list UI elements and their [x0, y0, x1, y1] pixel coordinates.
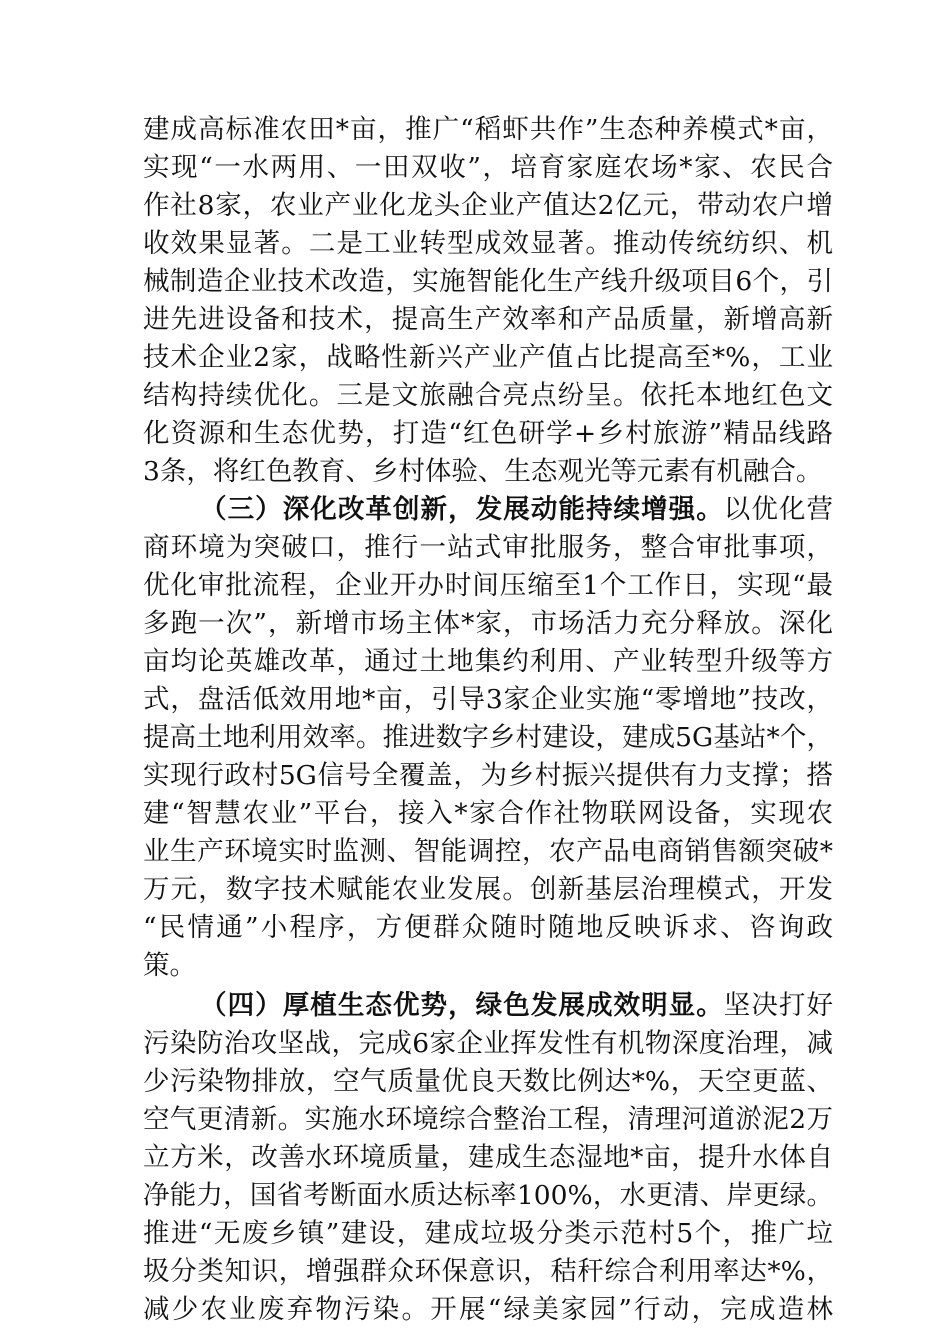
paragraph-line: 械制造企业技术改造，实施智能化生产线升级项目6个，引: [143, 266, 833, 297]
section-heading-line: [200, 986, 833, 1026]
paragraph-line: 亩均论英雄改革，通过土地集约利用、产业转型升级等方: [143, 646, 833, 677]
paragraph-line: 空气更清新。实施水环境综合整治工程，清理河道淤泥2万: [143, 1104, 833, 1135]
paragraph-line: 商环境为突破口，推行一站式审批服务，整合审批事项，: [143, 532, 833, 563]
paragraph-line: 化资源和生态优势，打造“红色研学+乡村旅游”精品线路: [143, 418, 833, 449]
paragraph-line: 污染防治攻坚战，完成6家企业挥发性有机物深度治理，减: [143, 1028, 833, 1059]
paragraph-line: “民情通”小程序，方便群众随时随地反映诉求、咨询政: [143, 912, 833, 943]
paragraph-line: 作社8家，农业产业化龙头企业产值达2亿元，带动农户增: [143, 190, 833, 221]
paragraph-line: 建成高标准农田*亩，推广“稻虾共作”生态种养模式*亩，: [143, 114, 833, 145]
paragraph-line: 业生产环境实时监测、智能调控，农产品电商销售额突破*: [143, 836, 833, 867]
paragraph-line: 立方米，改善水环境质量，建成生态湿地*亩，提升水体自: [143, 1142, 833, 1173]
paragraph-line: 实现“一水两用、一田双收”，培育家庭农场*家、农民合: [143, 152, 833, 183]
paragraph-line: 策。: [143, 950, 196, 981]
paragraph-line: 式，盘活低效用地*亩，引导3家企业实施“零增地”技改，: [143, 684, 833, 715]
paragraph-line: 收效果显著。二是工业转型成效显著。推动传统纺织、机: [143, 228, 833, 259]
paragraph-line: 多跑一次”，新增市场主体*家，市场活力充分释放。深化: [143, 608, 833, 639]
paragraph-line: 优化审批流程，企业开办时间压缩至1个工作日，实现“最: [143, 570, 833, 601]
paragraph-line: 圾分类知识，增强群众环保意识，秸秆综合利用率达*%，: [143, 1256, 833, 1287]
paragraph-line: 提高土地利用效率。推进数字乡村建设，建成5G基站*个，: [143, 722, 833, 753]
paragraph-line: 建“智慧农业”平台，接入*家合作社物联网设备，实现农: [143, 798, 833, 829]
paragraph-line: 减少农业废弃物污染。开展“绿美家园”行动，完成造林: [143, 1294, 833, 1325]
section-heading-line: [200, 490, 833, 530]
section-heading-3: （三）深化改革创新，发展动能持续增强。: [200, 494, 724, 525]
paragraph-line: 进先进设备和技术，提高生产效率和产品质量，新增高新: [143, 304, 833, 335]
paragraph-text: 坚决打好: [723, 990, 834, 1021]
paragraph-line: 推进“无废乡镇”建设，建成垃圾分类示范村5个，推广垃: [143, 1218, 833, 1249]
paragraph-line: 少污染物排放，空气质量优良天数比例达*%，天空更蓝、: [143, 1066, 833, 1097]
paragraph-line: 净能力，国省考断面水质达标率100%，水更清、岸更绿。: [143, 1180, 833, 1211]
paragraph-text: 以优化营: [723, 494, 834, 525]
paragraph-line: 实现行政村5G信号全覆盖，为乡村振兴提供有力支撑；搭: [143, 760, 833, 791]
paragraph-line: 结构持续优化。三是文旅融合亮点纷呈。依托本地红色文: [143, 380, 833, 411]
paragraph-line: 技术企业2家，战略性新兴产业产值占比提高至*%，工业: [143, 342, 833, 373]
section-heading-4: （四）厚植生态优势，绿色发展成效明显。: [200, 990, 724, 1021]
paragraph-line: 3条，将红色教育、乡村体验、生态观光等元素有机融合。: [143, 456, 823, 487]
paragraph-line: 万元，数字技术赋能农业发展。创新基层治理模式，开发: [143, 874, 833, 905]
